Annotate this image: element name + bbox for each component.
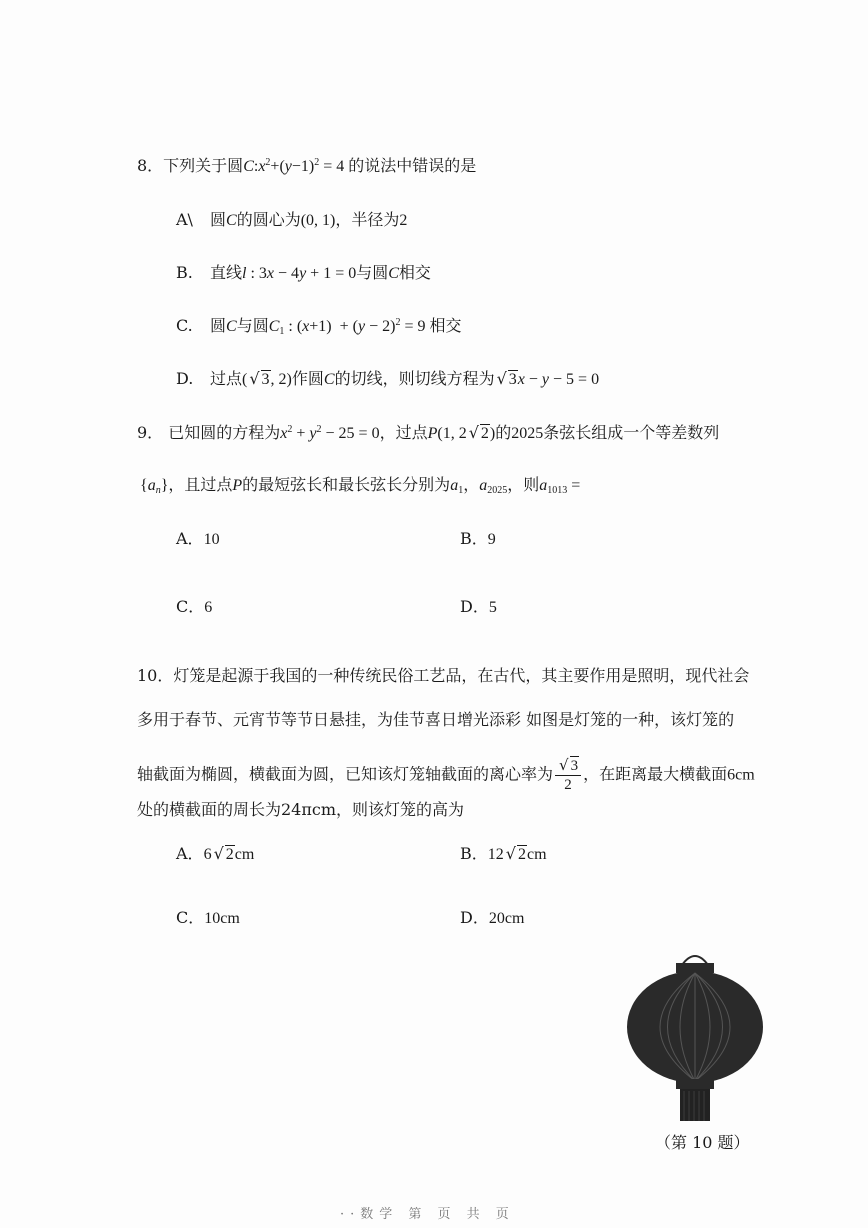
- q8-option-d: D. 过点( √ 3, 2)作圆C的切线，则切线方程为 √ 3x − y − 5 = 0: [176, 369, 600, 388]
- page-footer: ··数学 第 页 共 页: [340, 1207, 515, 1222]
- q9-option-a: A．10: [176, 529, 220, 548]
- lantern-figure: [620, 945, 770, 1125]
- lantern-tassel: [680, 1089, 710, 1121]
- q10-option-d: D．20cm: [460, 908, 525, 927]
- q10-stem-line3: 轴截面为椭圆，横截面为圆，已知该灯笼轴截面的离心率为 $\frac{√ 3}{2}$ ，在距离最大横截面6cm: [137, 756, 755, 793]
- q9-option-b: B．9: [460, 529, 496, 548]
- q10-option-c: C．10cm: [176, 908, 240, 927]
- lantern-bottom-cap: [676, 1079, 714, 1089]
- q10-stem-line4: 处的横截面的周长为24πcm，则该灯笼的高为: [137, 800, 465, 819]
- q8-option-c: C. 圆C与圆$C_1$ : $(x+1) + (y - 2)^2 = 9$ 相交: [176, 316, 462, 337]
- q8-option-b: B. 直线l : 3x − 4y + 1 = 0与圆C相交: [176, 263, 431, 282]
- q8-stem: 8．下列关于圆$C:x^2+(y-1)^2 = 4$ 的说法中错误的是: [137, 156, 477, 175]
- q10-stem-line2: 多用于春节、元宵节等节日悬挂，为佳节喜日增光添彩 如图是灯笼的一种，该灯笼的: [137, 710, 735, 729]
- q10-option-b: B．12 √ 2cm: [460, 844, 547, 863]
- q9-stem-line2: $\{a_n\}$，且过点P的最短弦长和最长弦长分别为$a_1$，$a_{2025}$，则$a_{1013}$ =: [140, 475, 581, 496]
- figure-caption: （第 10 题）: [655, 1133, 750, 1152]
- q8-option-a: A\ 圆C的圆心为(0, 1)，半径为2: [176, 210, 408, 229]
- q9-option-d: D．5: [460, 597, 497, 616]
- q10-stem-line1: 10．灯笼是起源于我国的一种传统民俗工艺品，在古代，其主要作用是照明，现代社会: [137, 666, 750, 685]
- q10-option-a: A．6 √ 2cm: [176, 844, 255, 863]
- q9-option-c: C．6: [176, 597, 213, 616]
- eccentricity-fraction: $\frac{√ 3}{2}$: [555, 756, 581, 794]
- q9-stem-line1: 9． 已知圆的方程为$x^2 + y^2 - 25 = 0$，过点P(1, 2 √ 2)的2025条弦长组成一个等差数列: [137, 423, 720, 442]
